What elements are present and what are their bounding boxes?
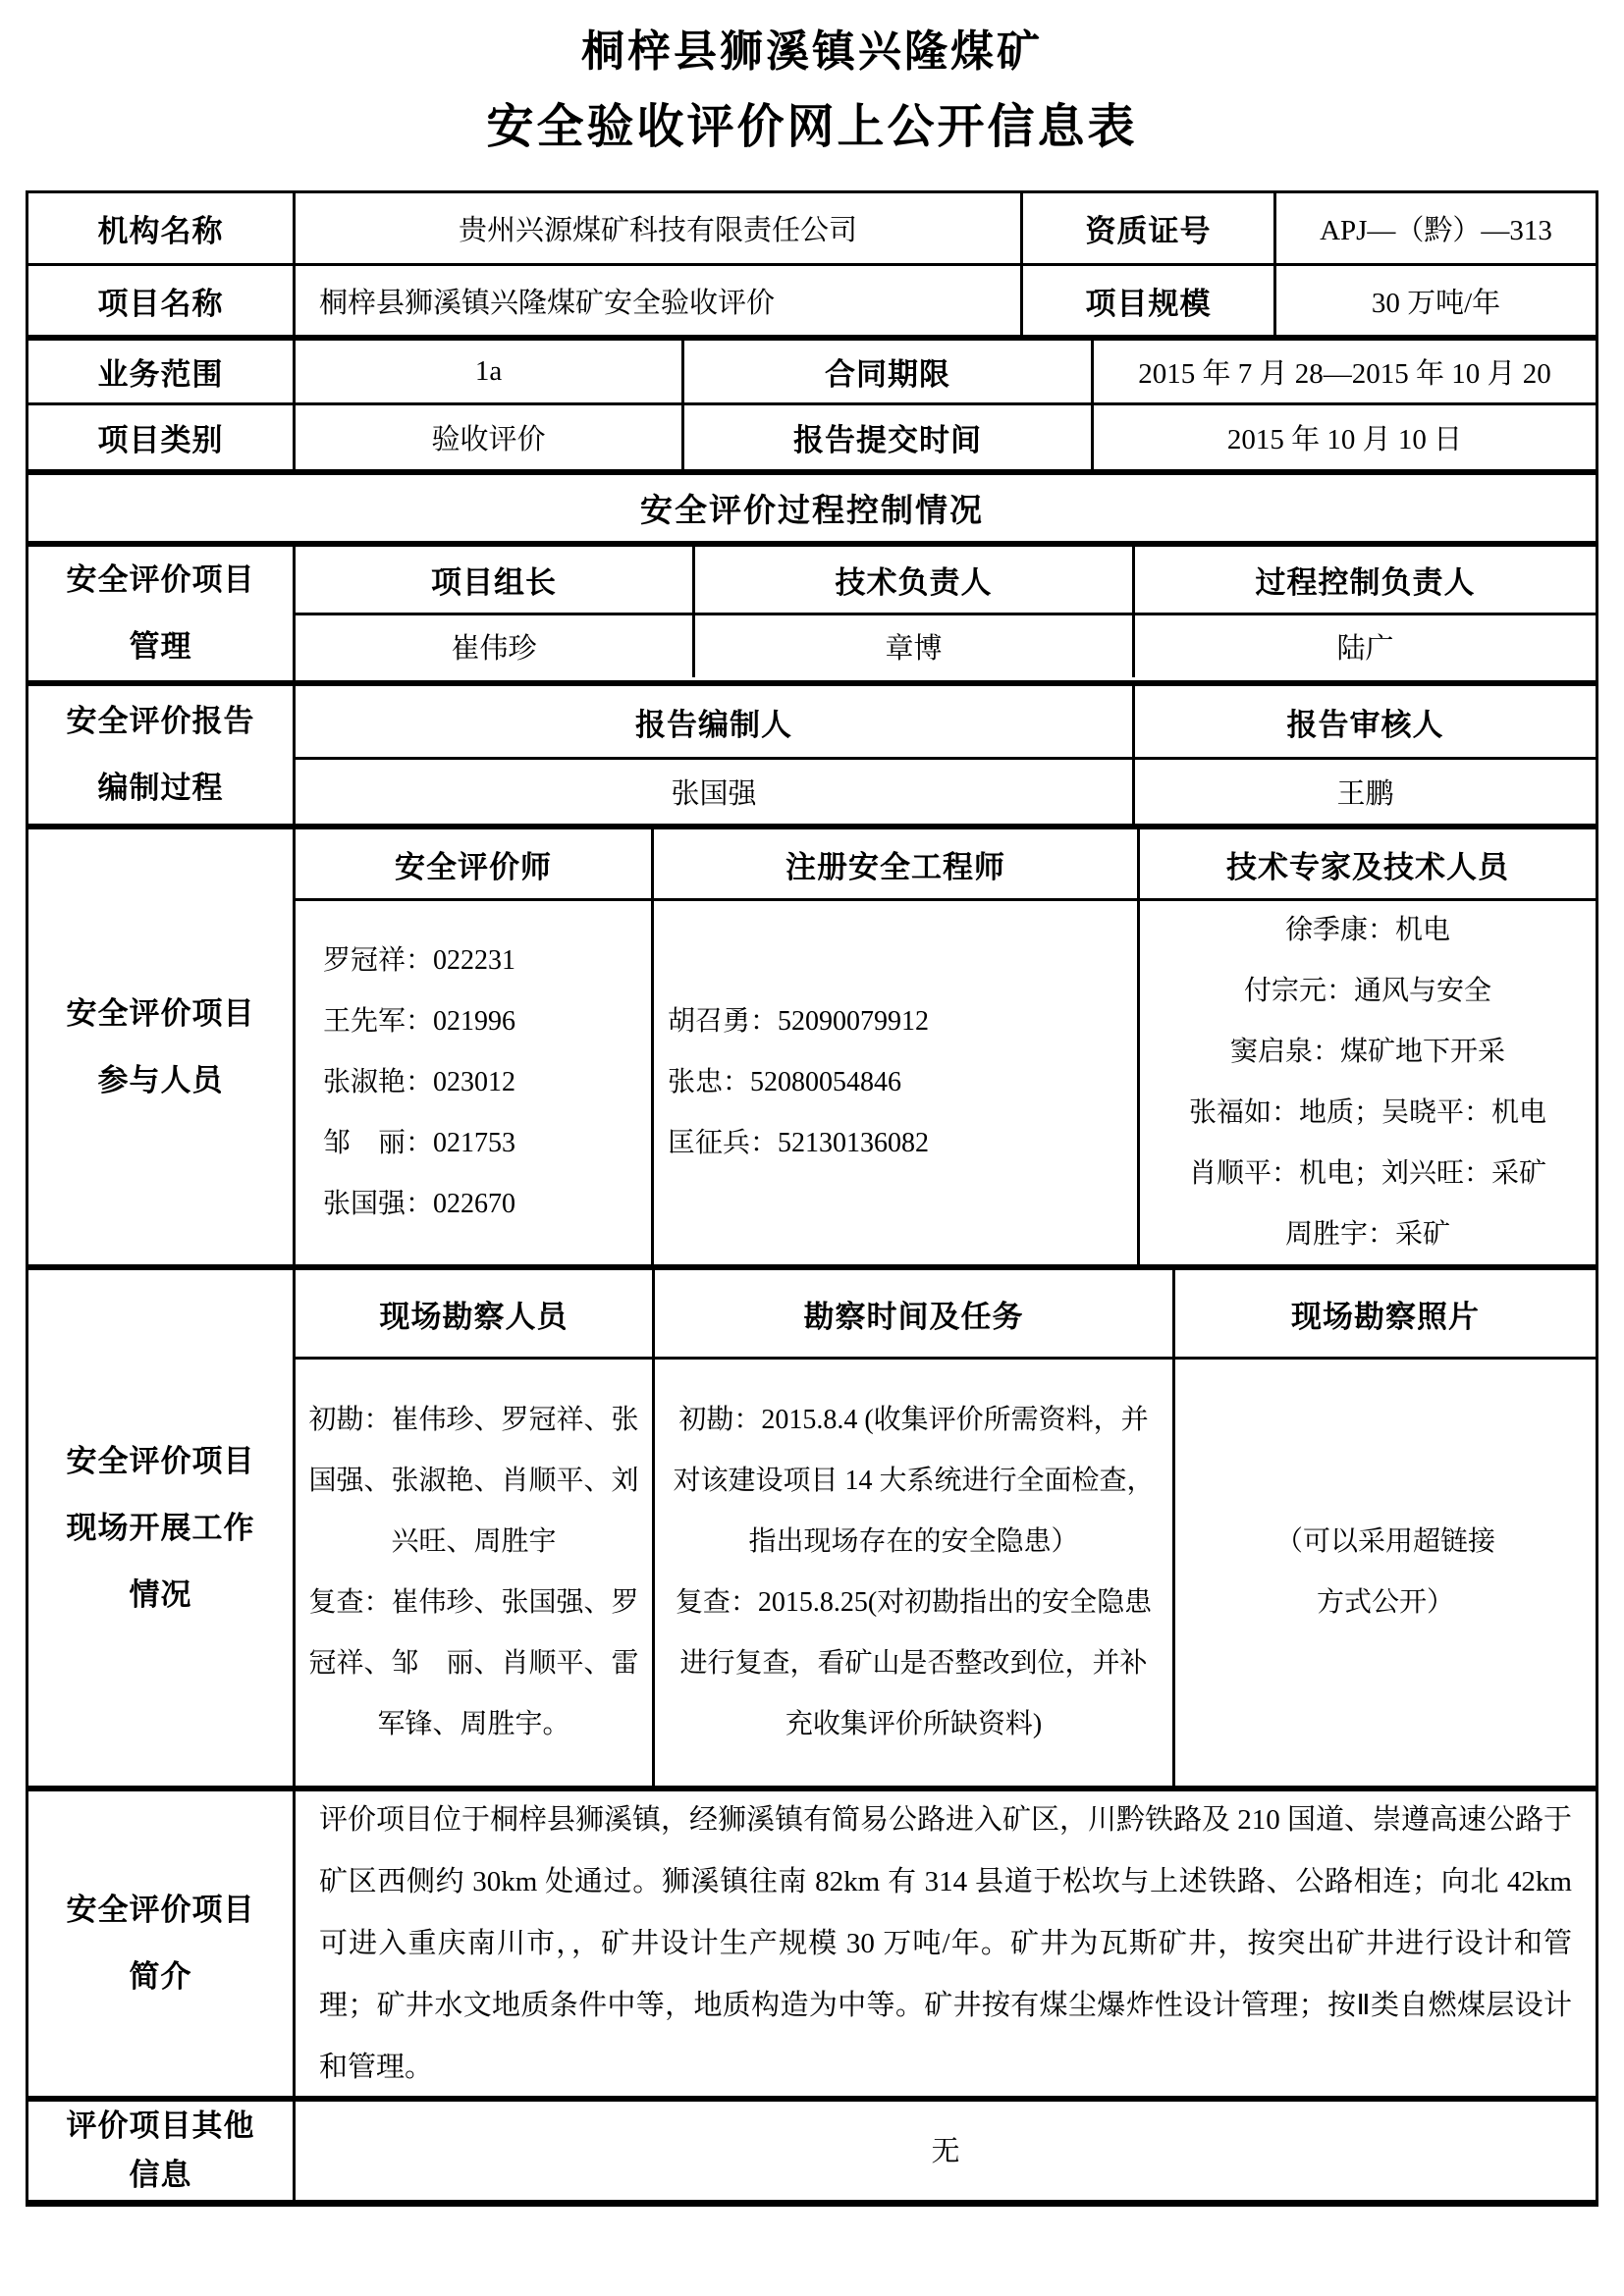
- report-process-label: [28, 686, 296, 824]
- evaluator-item: 罗冠祥：022231: [323, 945, 516, 976]
- survey-photos-header: 现场勘察照片: [1291, 1299, 1480, 1334]
- org-name-label: 机构名称: [28, 193, 296, 263]
- cert-no-label: 资质证号: [1023, 193, 1276, 263]
- row-management-headers: [296, 547, 1596, 615]
- project-name-label: 项目名称: [28, 266, 296, 335]
- surveyors-header: 现场勘察人员: [296, 1270, 655, 1357]
- other-info-label-line: 信息: [129, 2158, 192, 2192]
- report-reviewer-value: 王鹏: [1336, 778, 1394, 810]
- row-participants-headers: [296, 829, 1596, 901]
- management-label: [28, 547, 296, 680]
- report-reviewer-header: 报告审核人: [1286, 707, 1444, 742]
- survey-schedule-header: 勘察时间及任务: [655, 1270, 1175, 1357]
- engineers-header: 注册安全工程师: [654, 829, 1140, 898]
- report-writer-value: 张国强: [296, 760, 1135, 824]
- evaluator-item: 张淑艳：023012: [323, 1067, 516, 1097]
- project-category-value: 验收评价: [296, 405, 684, 469]
- section-participants: [28, 829, 1596, 1270]
- process-control-lead-header: 过程控制负责人: [1255, 565, 1476, 600]
- report-writer-header: 报告编制人: [296, 686, 1135, 757]
- site-work-label-line: 现场开展工作: [66, 1510, 255, 1545]
- row-site-work-values: [296, 1360, 1596, 1786]
- schedule-paragraph: 复查：2015.8.25(对初勘指出的安全隐患进行复查，看矿山是否整改到位，并补充收集评价所缺资料): [675, 1587, 1153, 1739]
- team-leader-header: 项目组长: [296, 547, 695, 613]
- section-project-management: [28, 547, 1596, 686]
- survey-schedule-content: [655, 1360, 1175, 1786]
- project-category-label: 项目类别: [28, 405, 296, 469]
- report-submit-value: 2015 年 10 月 10 日: [1226, 424, 1463, 455]
- surveyors-paragraph: 复查：崔伟珍、张国强、罗冠祥、邹 丽、肖顺平、雷军锋、周胜宇。: [308, 1587, 639, 1739]
- summary-label: [28, 1791, 296, 2096]
- survey-photos-content: [1175, 1360, 1596, 1786]
- cert-no-value: APJ—（黔）—313: [1320, 215, 1552, 246]
- section-other-info: [28, 2102, 1596, 2200]
- row-report-values: [296, 760, 1596, 824]
- section-report-process: [28, 686, 1596, 829]
- other-info-label: [28, 2102, 296, 2200]
- site-work-label: [28, 1270, 296, 1786]
- business-scope-label: 业务范围: [28, 341, 296, 402]
- business-scope-value: 1a: [296, 341, 684, 402]
- photos-line: 方式公开）: [1316, 1587, 1454, 1618]
- contract-period-label: 合同期限: [684, 341, 1094, 402]
- row-management-values: [296, 615, 1596, 677]
- row-project-name: [28, 266, 1596, 335]
- report-submit-label: 报告提交时间: [684, 405, 1094, 469]
- evaluators-list: [296, 901, 654, 1264]
- row-other-info: [296, 2102, 1596, 2197]
- evaluator-item: 邹 丽：021753: [323, 1128, 516, 1158]
- engineers-list: [654, 901, 1140, 1264]
- management-label-line: 管理: [129, 629, 192, 664]
- project-scale-value: 30 万吨/年: [1371, 287, 1501, 319]
- experts-header: 技术专家及技术人员: [1226, 849, 1509, 884]
- row-report-headers: [296, 686, 1596, 760]
- page-title-line2: 安全验收评价网上公开信息表: [486, 101, 1138, 153]
- surveyors-paragraph: 初勘：崔伟珍、罗冠祥、张国强、张淑艳、肖顺平、刘兴旺、周胜宇: [308, 1405, 639, 1557]
- tech-lead-value: 章博: [695, 615, 1135, 677]
- summary-label-line: 简介: [129, 1959, 192, 1994]
- expert-item: 窦启泉：煤矿地下开采: [1229, 1037, 1505, 1067]
- section-process-banner: [28, 475, 1596, 547]
- engineer-item: 胡召勇：52090079912: [668, 1006, 930, 1037]
- section-basic-identity: [28, 193, 1596, 341]
- expert-item: 张福如：地质；吴晓平：机电: [1188, 1097, 1546, 1128]
- report-process-label-line: 编制过程: [97, 771, 224, 805]
- participants-label-line: 参与人员: [97, 1062, 224, 1097]
- expert-item: 付宗元：通风与安全: [1243, 976, 1491, 1006]
- project-name-value: 桐梓县狮溪镇兴隆煤矿安全验收评价: [296, 266, 1023, 335]
- engineer-item: 匡征兵：52130136082: [668, 1128, 930, 1158]
- report-process-label-line: 安全评价报告: [66, 704, 255, 738]
- org-name-value: 贵州兴源煤矿科技有限责任公司: [296, 193, 1023, 263]
- summary-text: 评价项目位于桐梓县狮溪镇，经狮溪镇有简易公路进入矿区，川黔铁路及 210 国道、崇遵高速公路于矿区西侧约 30km 处通过。狮溪镇往南 82km 有 314 县道于松坎与上述铁路、公路相连；向北 42km 可进入重庆南川市，，矿井设计生产规模 30 万吨/年。矿井为瓦斯矿井，按突出矿井进行设计和管理；矿井水文地质条件中等，地质构造为中等。矿井按有煤尘爆炸性设计管理；按Ⅱ类自燃煤层设计和管理。: [319, 1803, 1573, 2083]
- section-project-summary: [28, 1791, 1596, 2102]
- row-site-work-headers: [296, 1270, 1596, 1360]
- surveyors-content: [296, 1360, 655, 1786]
- row-summary-text: [296, 1791, 1596, 2096]
- process-control-lead-value: 陆广: [1336, 633, 1394, 665]
- other-info-label-line: 评价项目其他: [66, 2109, 255, 2143]
- management-label-line: 安全评价项目: [66, 562, 255, 597]
- contract-period-value: 2015 年 7 月 28—2015 年 10 月 20: [1138, 358, 1551, 390]
- process-control-banner: 安全评价过程控制情况: [640, 492, 984, 528]
- engineer-item: 张忠：52080054846: [668, 1067, 902, 1097]
- summary-label-line: 安全评价项目: [66, 1893, 255, 1927]
- other-info-value: 无: [931, 2136, 960, 2167]
- participants-label: [28, 829, 296, 1264]
- site-work-label-line: 安全评价项目: [66, 1443, 255, 1478]
- expert-item: 周胜宇：采矿: [1284, 1219, 1450, 1250]
- info-table: [26, 190, 1598, 2207]
- schedule-paragraph: 初勘：2015.8.4 (收集评价所需资料，并对该建设项目 14 大系统进行全面检查，指出现场存在的安全隐患）: [673, 1405, 1155, 1557]
- row-participants-values: [296, 901, 1596, 1264]
- expert-item: 肖顺平：机电；刘兴旺：采矿: [1188, 1158, 1546, 1189]
- section-scope-category: [28, 341, 1596, 475]
- evaluators-header: 安全评价师: [296, 829, 654, 898]
- page-title-line1: 桐梓县狮溪镇兴隆煤矿: [581, 27, 1043, 76]
- row-business-scope: [28, 341, 1596, 405]
- site-work-label-line: 情况: [129, 1576, 192, 1612]
- experts-list: [1140, 901, 1596, 1264]
- evaluator-item: 张国强：022670: [323, 1189, 516, 1219]
- project-scale-label: 项目规模: [1023, 266, 1276, 335]
- expert-item: 徐季康：机电: [1284, 915, 1450, 945]
- row-project-category: [28, 405, 1596, 469]
- photos-line: （可以采用超链接: [1274, 1526, 1495, 1557]
- tech-lead-header: 技术负责人: [695, 547, 1135, 613]
- row-org-name: [28, 193, 1596, 266]
- section-site-work: [28, 1270, 1596, 1791]
- team-leader-value: 崔伟珍: [296, 615, 695, 677]
- evaluator-item: 王先军：021996: [323, 1006, 516, 1037]
- participants-label-line: 安全评价项目: [66, 995, 255, 1031]
